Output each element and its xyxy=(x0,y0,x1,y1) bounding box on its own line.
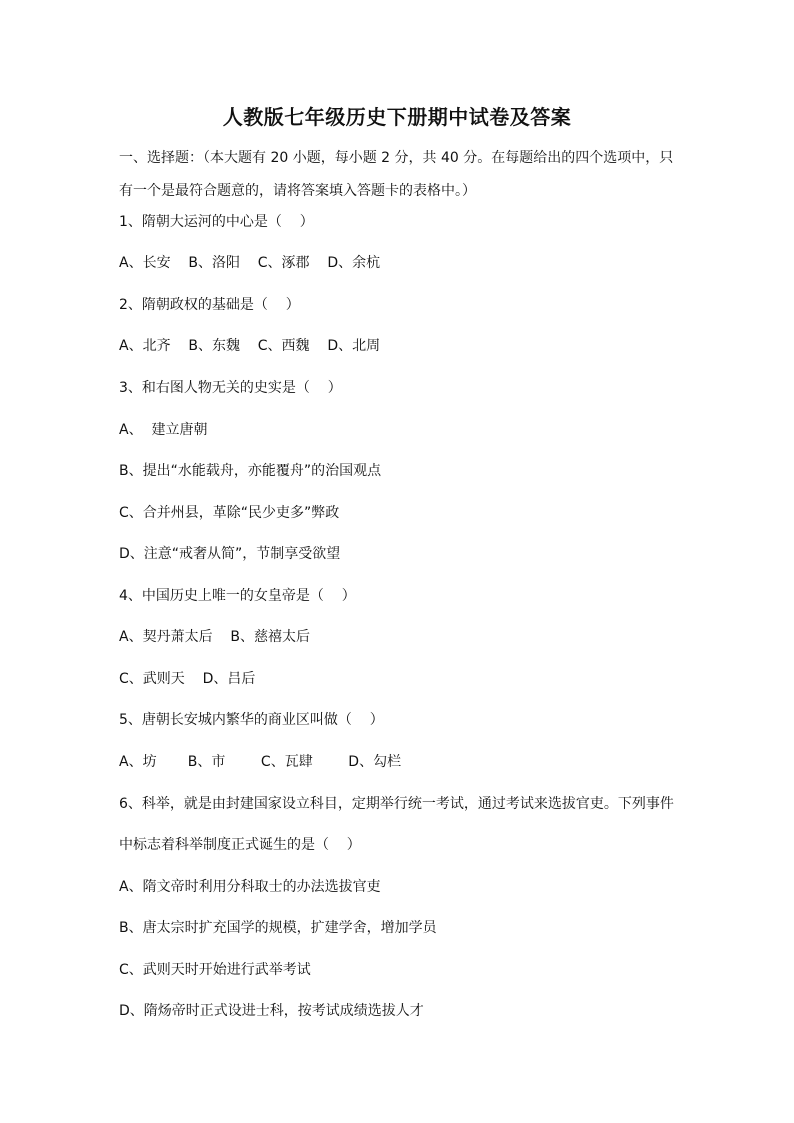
question-3-option-c: C、合并州县，革除“民少吏多”弊政 xyxy=(119,505,340,521)
page-title: 人教版七年级历史下册期中试卷及答案 xyxy=(222,105,572,129)
section-heading-line-1: 一、选择题：（本大题有 20 小题，每小题 2 分，共 40 分。在每题给出的四个选项中，只 xyxy=(119,150,674,166)
question-4-stem: 4、中国历史上唯一的女皇帝是（ ） xyxy=(119,588,356,604)
question-1-stem: 1、隋朝大运河的中心是（ ） xyxy=(119,214,314,230)
question-6-option-b: B、唐太宗时扩充国学的规模，扩建学舍，增加学员 xyxy=(119,920,437,936)
question-2-options: A、北齐 B、东魏 C、西魏 D、北周 xyxy=(119,338,381,354)
question-6-option-d: D、隋炀帝时正式设进士科，按考试成绩选拔人才 xyxy=(119,1003,424,1019)
question-3-option-a: A、 建立唐朝 xyxy=(119,422,208,438)
question-5-options: A、坊 B、市 C、瓦肆 D、勾栏 xyxy=(119,754,402,770)
section-heading-line-2: 有一个是最符合题意的，请将答案填入答题卡的表格中。） xyxy=(119,183,476,199)
question-4-options-cd: C、武则天 D、吕后 xyxy=(119,671,256,687)
question-6-option-a: A、隋文帝时利用分科取士的办法选拔官吏 xyxy=(119,879,381,895)
question-6-stem-line-1: 6、科举，就是由封建国家设立科目，定期举行统一考试，通过考试来选拔官吏。下列事件 xyxy=(119,796,674,812)
question-6-option-c: C、武则天时开始进行武举考试 xyxy=(119,962,311,978)
question-4-options-ab: A、契丹萧太后 B、慈禧太后 xyxy=(119,629,310,645)
question-1-options: A、长安 B、洛阳 C、涿郡 D、余杭 xyxy=(119,255,381,271)
question-2-stem: 2、隋朝政权的基础是（ ） xyxy=(119,297,300,313)
question-5-stem: 5、唐朝长安城内繁华的商业区叫做（ ） xyxy=(119,712,384,728)
question-3-option-b: B、提出“水能载舟，亦能覆舟”的治国观点 xyxy=(119,463,382,479)
question-3-option-d: D、注意“戒奢从简”，节制享受欲望 xyxy=(119,546,341,562)
question-3-stem: 3、和右图人物无关的史实是（ ） xyxy=(119,380,342,396)
question-6-stem-line-2: 中标志着科举制度正式诞生的是（ ） xyxy=(119,837,361,853)
